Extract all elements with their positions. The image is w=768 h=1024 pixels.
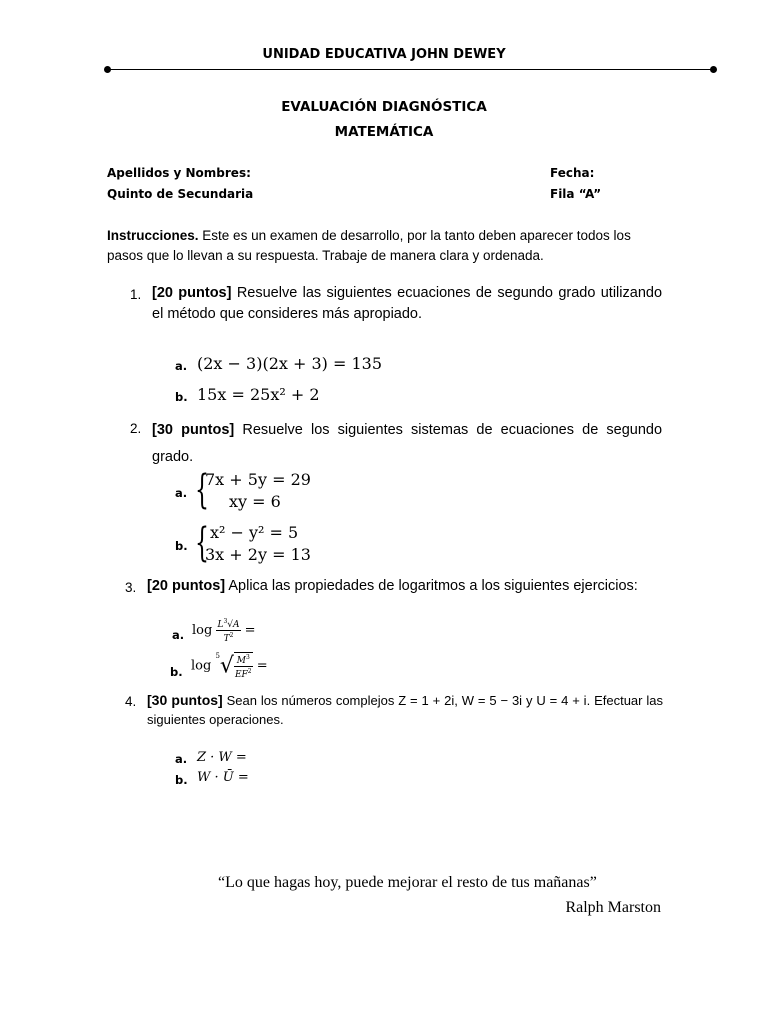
rule-right-dot [710, 66, 717, 73]
q2-item-a-brace: { [195, 467, 209, 513]
question-1-number: 1. [130, 287, 142, 302]
school-name: UNIDAD EDUCATIVA JOHN DEWEY [262, 47, 506, 62]
question-2-points: [30 puntos] [152, 422, 235, 438]
question-2-statement: Resuelve los siguientes sistemas de ecuaciones de segundo grado. [152, 422, 663, 465]
q4-item-b-expr: W · Ū = [197, 770, 249, 785]
grade-label: Quinto de Secundaria [107, 187, 254, 201]
q2-item-b-line1: x² − y² = 5 [210, 523, 299, 542]
row-label: Fila “A” [550, 187, 602, 201]
exam-subject: MATEMÁTICA [334, 124, 434, 140]
q3-item-b-expr: log $^5$√ $\frac{M^3}{EF^2}$ = [191, 652, 268, 680]
question-1-statement: Resuelve las siguientes ecuaciones de segundo grado utilizando el método que consideres más apropiado. [152, 285, 663, 322]
q3-item-a-label: a. [172, 628, 185, 642]
q2-item-a-line2: xy = 6 [229, 492, 281, 511]
q3-item-a-expr: log $\frac{L^3√A}{T^2}$ = [192, 618, 256, 644]
q4-item-a-expr: Z · W = [197, 750, 247, 765]
question-4-number: 4. [125, 694, 137, 709]
question-4-points: [30 puntos] [147, 692, 223, 708]
question-4-statement: Sean los números complejos Z = 1 + 2i, W = 5 − 3i y U = 4 + i. Efectuar las siguientes operaciones. [147, 693, 663, 727]
q3-item-b-label: b. [170, 665, 183, 679]
q1-item-a-expr: (2x − 3)(2x + 3) = 135 [197, 354, 383, 373]
quote-author: Ralph Marston [565, 899, 661, 916]
q2-item-a-line1: 7x + 5y = 29 [205, 470, 311, 489]
exam-title: EVALUACIÓN DIAGNÓSTICA [281, 99, 487, 115]
q4-item-a-label: a. [175, 752, 188, 766]
q1-item-b-label: b. [175, 390, 188, 404]
instructions-label: Instrucciones. [107, 228, 199, 243]
question-2-number: 2. [130, 421, 142, 436]
question-3-number: 3. [125, 580, 137, 595]
q1-item-b-expr: 15x = 25x² + 2 [197, 385, 320, 404]
q2-item-b-label: b. [175, 539, 188, 553]
q1-item-a-label: a. [175, 359, 188, 373]
question-2-text [152, 417, 662, 471]
question-1-text [152, 283, 662, 325]
instructions [107, 226, 652, 266]
q2-item-a-label: a. [175, 486, 188, 500]
header-rule [107, 69, 713, 70]
quote-text: “Lo que hagas hoy, puede mejorar el resto de tus mañanas” [218, 874, 597, 891]
name-label: Apellidos y Nombres: [107, 166, 251, 180]
question-4-text [147, 691, 663, 729]
question-3-points: [20 puntos] [147, 578, 226, 594]
question-3-text [147, 576, 667, 597]
question-1-points: [20 puntos] [152, 285, 232, 301]
q4-item-b-label: b. [175, 773, 188, 787]
question-3-statement: Aplica las propiedades de logaritmos a los siguientes ejercicios: [228, 578, 638, 594]
date-label: Fecha: [550, 166, 595, 180]
instructions-text: Este es un examen de desarrollo, por la tanto deben aparecer todos los pasos que lo llevan a su respuesta. Trabaje de manera clara y ordenada. [107, 228, 631, 263]
q2-item-b-brace: { [195, 520, 209, 566]
q2-item-b-line2: 3x + 2y = 13 [205, 545, 311, 564]
